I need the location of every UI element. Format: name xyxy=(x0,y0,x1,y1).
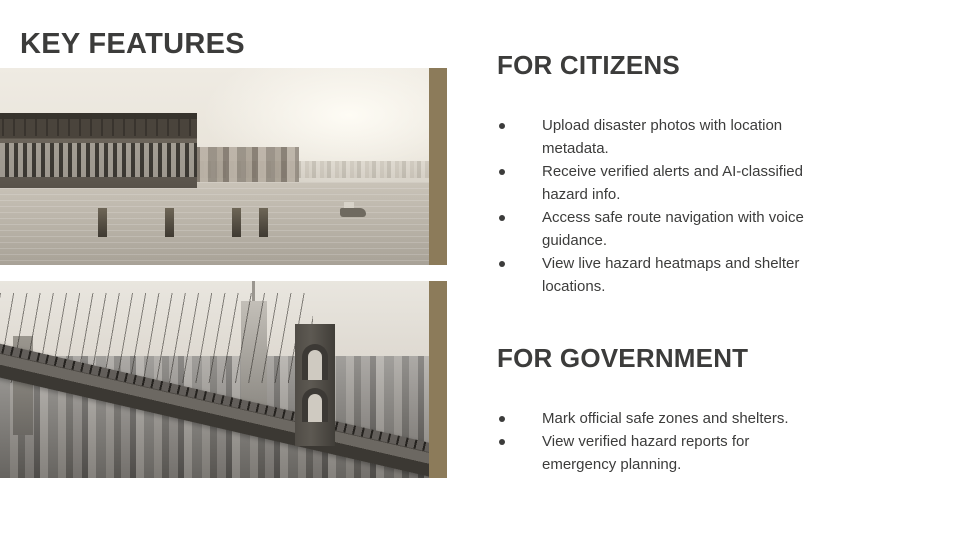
list-item-label: View live hazard heatmaps and shelter locations. xyxy=(542,255,800,295)
pier-roof-rails xyxy=(0,113,197,135)
bullet-dot-icon xyxy=(499,439,505,445)
boat xyxy=(340,208,366,217)
list-item-label: Receive verified alerts and AI-classified hazard info. xyxy=(542,163,803,203)
list-item xyxy=(497,430,827,476)
left-column xyxy=(0,0,470,540)
accent-edge-bar xyxy=(429,281,447,478)
list-item xyxy=(497,114,827,160)
section-heading-government: FOR GOVERNMENT xyxy=(497,343,749,373)
bullet-dot-icon xyxy=(499,416,505,422)
list-item-label: View verified hazard reports for emergency planning. xyxy=(542,433,750,473)
bullet-list-citizens xyxy=(497,114,827,298)
pier-structure xyxy=(0,113,197,188)
section-heading-citizens: FOR CITIZENS xyxy=(497,50,680,80)
section-for-citizens xyxy=(497,50,804,295)
pier-glass-facade xyxy=(0,143,197,177)
water-surface xyxy=(0,182,447,265)
piling xyxy=(232,208,241,238)
image-bridge-skyline xyxy=(0,281,447,478)
bullet-list-government xyxy=(497,407,827,476)
list-item xyxy=(497,252,827,298)
list-item xyxy=(497,206,827,252)
section-for-government xyxy=(497,343,789,473)
accent-edge-bar xyxy=(429,68,447,265)
page-title: KEY FEATURES xyxy=(20,28,245,60)
pylon-arch-upper xyxy=(302,344,328,381)
bullet-dot-icon xyxy=(499,215,505,221)
piling xyxy=(98,208,107,238)
bullet-dot-icon xyxy=(499,261,505,267)
list-item xyxy=(497,160,827,206)
list-item-label: Mark official safe zones and shelters. xyxy=(542,410,789,427)
bullet-dot-icon xyxy=(499,123,505,129)
bridge-pylon xyxy=(295,324,335,446)
list-item xyxy=(497,407,827,430)
piling xyxy=(165,208,174,238)
list-item-label: Upload disaster photos with location metadata. xyxy=(542,117,783,157)
pylon-arch-lower xyxy=(302,388,328,422)
bridge-skyline-illustration xyxy=(0,281,447,478)
waterfront-pier-illustration xyxy=(0,68,447,265)
bullet-dot-icon xyxy=(499,169,505,175)
list-item-label: Access safe route navigation with voice guidance. xyxy=(542,209,804,249)
right-column xyxy=(497,0,942,540)
image-waterfront-pier xyxy=(0,68,447,265)
piling xyxy=(259,208,268,238)
